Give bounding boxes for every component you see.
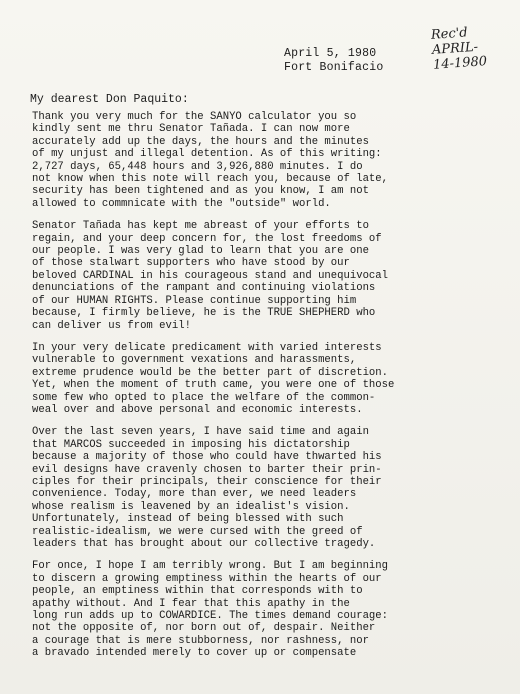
body-line: not the opposite of, nor born out of, despair. Neither [32, 622, 376, 635]
body-line: vulnerable to government vexations and harassments, [32, 354, 357, 367]
body-line: denunciations of the rampant and continuing violations [32, 282, 376, 295]
body-line: not know when this note will reach you, because of late, [32, 173, 389, 186]
letter-dateline [284, 47, 383, 75]
body-line: allowed to commnicate with the "outside" world. [32, 197, 331, 210]
body-line: In your very delicate predicament with varied interests [32, 341, 382, 354]
body-line: of our HUMAN RIGHTS. Please continue supporting him [32, 294, 357, 307]
body-line: of my unjust and illegal detention. As of this writing: [32, 148, 382, 161]
body-line: whose realism is leavened by an idealist's vision. [32, 500, 350, 513]
body-line: evil designs have cravenly chosen to barter their prin- [32, 463, 382, 476]
annotation-line-3: 14-1980 [432, 54, 488, 73]
body-line: to discern a growing emptiness within the hearts of our [32, 572, 382, 585]
body-line: because, I firmly believe, he is the TRUE SHEPHERD who [32, 307, 376, 320]
body-line: of those stalwart supporters who have stood by our [32, 257, 350, 270]
paragraph-5 [32, 560, 510, 659]
body-line: ciples for their principals, their conscience for their [32, 475, 382, 488]
body-line: extreme prudence would be the better part of discretion. [32, 366, 389, 379]
body-line: a bravado intended merely to cover up or compensate [32, 647, 357, 660]
body-line: people, an emptiness within that corresponds with to [32, 585, 363, 598]
body-line: Unfortunately, instead of being blessed with such [32, 513, 344, 526]
paragraph-4 [32, 426, 510, 550]
body-line: long run adds up to COWARDICE. The times demand courage: [32, 610, 389, 623]
body-line: apathy without. And I fear that this apathy in the [32, 597, 350, 610]
body-line: can deliver us from evil! [32, 319, 191, 332]
body-line: For once, I hope I am terribly wrong. But I am beginning [32, 560, 389, 573]
body-line: Over the last seven years, I have said time and again [32, 426, 369, 439]
body-line: kindly sent me thru Senator Tañada. I can now more [32, 123, 350, 136]
letter-place: Fort Bonifacio [284, 61, 384, 74]
body-line: convenience. Today, more than ever, we need leaders [32, 488, 357, 501]
body-line: because a majority of those who could have thwarted his [32, 451, 382, 464]
annotation-line-1: Rec'd [430, 25, 469, 43]
body-line: Thank you very much for the SANYO calculator you so [32, 111, 357, 123]
paragraph-2 [32, 220, 510, 332]
paragraph-1 [32, 111, 510, 210]
body-line: beloved CARDINAL in his courageous stand and unequivocal [32, 269, 389, 282]
body-line: some few who opted to place the welfare of the common- [32, 391, 376, 404]
salutation: My dearest Don Paquito: [30, 93, 189, 106]
body-line: 2,727 days, 65,448 hours and 3,926,880 minutes. I do [32, 160, 363, 173]
paragraph-3 [32, 342, 510, 416]
body-line: regain, and your deep concern for, the lost freedoms of [32, 232, 382, 245]
letter-body [32, 111, 510, 670]
body-line: security has been tightened and as you know, I am not [32, 185, 369, 198]
body-line: leaders that has brought about our collective tragedy. [32, 538, 376, 550]
body-line: realistic-idealism, we were cursed with the greed of [32, 525, 363, 538]
letter-date: April 5, 1980 [284, 47, 377, 60]
annotation-line-2: APRIL- [431, 39, 479, 58]
body-line: weal over and above personal and economic interests. [32, 403, 363, 416]
handwritten-received-note [430, 24, 487, 73]
body-line: accurately add up the days, the hours and the minutes [32, 135, 369, 148]
body-line: Senator Tañada has kept me abreast of your efforts to [32, 220, 369, 233]
body-line: Yet, when the moment of truth came, you were one of those [32, 379, 395, 392]
body-line: a courage that is mere stubborness, nor rashness, nor [32, 634, 369, 647]
body-line: our people. I was very glad to learn that you are one [32, 245, 369, 258]
body-line: that MARCOS succeeded in imposing his dictatorship [32, 438, 350, 451]
